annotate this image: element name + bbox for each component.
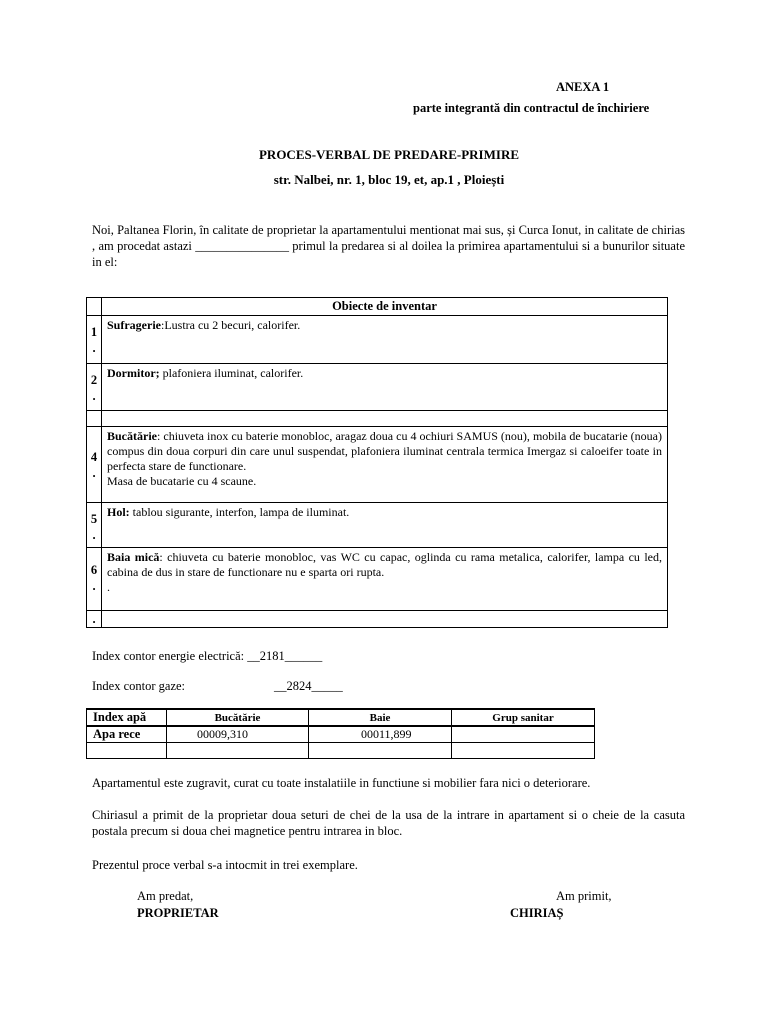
room-label: Sufragerie [107, 318, 161, 332]
document-title: PROCES-VERBAL DE PREDARE-PRIMIRE [258, 147, 520, 162]
water-header-kitchen: Bucătărie [167, 709, 309, 726]
room-label: Dormitor; [107, 366, 160, 380]
room-label: Baia mică [107, 550, 160, 564]
intro-paragraph: Noi, Paltanea Florin, în calitate de proprietar la apartamentului mentionat mai sus, și Curca Ionut, in calitate de chirias , am procedat astazi _______________ primul la predarea si al doilea la primirea apartamentului si a bunurilor situate in el: [92, 223, 685, 269]
gas-meter-label: Index contor gaze: [92, 679, 186, 693]
room-items: :Lustra cu 2 becuri, calorifer. [160, 318, 301, 332]
row-number: . [92, 612, 96, 626]
receipt-label: Am primit, [556, 889, 612, 903]
room-items: tablou sigurante, interfon, lampa de iluminat. [129, 505, 350, 519]
closing-paragraph-condition: Apartamentul este zugravit, curat cu toate instalatiile in functiune si mobilier fara nici o deteriorare. [92, 776, 591, 790]
water-empty-cell [309, 743, 452, 759]
row-number: 5 [90, 512, 98, 526]
gas-meter-value: __2824_____ [274, 679, 343, 693]
document-address: str. Nalbei, nr. 1, bloc 19, et, ap.1 , Ploiești [273, 172, 505, 187]
owner-role: PROPRIETAR [137, 906, 219, 920]
cold-water-bath: 00011,899 [309, 726, 452, 743]
inventory-row-empty [87, 411, 668, 427]
room-extra: Masa de bucatarie cu 4 scaune. [107, 474, 257, 488]
room-items: : chiuveta cu baterie monobloc, vas WC cu capac, oglinda cu rama metalica, calorifer, lampa cu led, cabina de dus in stare de functionare nu e sparta ori rupta. [107, 550, 662, 579]
row-number-dot: . [92, 528, 96, 542]
water-empty-cell [87, 743, 167, 759]
cold-water-label: Apa rece [87, 726, 167, 743]
annex-subtitle: parte integrantă din contractul de închiriere [413, 101, 650, 115]
inventory-table [86, 297, 668, 628]
water-header-index: Index apă [87, 709, 167, 726]
row-number-dot: . [92, 579, 96, 593]
cold-water-kitchen: 00009,310 [167, 726, 309, 743]
water-header-bath: Baie [309, 709, 452, 726]
inventory-row [87, 611, 668, 628]
inventory-row [87, 364, 668, 411]
row-number-dot: . [92, 389, 96, 403]
closing-paragraph-keys: Chiriasul a primit de la proprietar doua seturi de chei de la usa de la intrare in apartament si o cheie de la casuta postala precum si doua chei magnetice pentru intrarea in bloc. [92, 808, 685, 838]
inventory-header: Obiecte de inventar [102, 298, 668, 316]
row-number-dot: . [92, 466, 96, 480]
inventory-row [87, 548, 668, 611]
room-items: : chiuveta inox cu baterie monobloc, aragaz doua cu 4 ochiuri SAMUS (nou), mobila de bucatarie (noua) compus din doua corpuri din care unul suspendat, plafoniera iluminat centrala termica Imergaz si caloeifer toate in perfecta stare de functionare. [107, 429, 662, 473]
row-number: 4 [90, 450, 98, 464]
room-label: Hol: [107, 505, 130, 519]
water-empty-cell [167, 743, 309, 759]
annex-label: ANEXA 1 [556, 80, 610, 94]
tenant-role: CHIRIAȘ [510, 906, 564, 920]
inventory-header-num-cell [87, 298, 102, 316]
inventory-row [87, 427, 668, 503]
room-label: Bucătărie [107, 429, 157, 443]
cold-water-sanitary [452, 726, 595, 743]
water-empty-cell [452, 743, 595, 759]
closing-paragraph-copies: Prezentul proce verbal s-a intocmit in trei exemplare. [92, 858, 358, 872]
row-number: 1 [90, 325, 98, 339]
inventory-row [87, 316, 668, 364]
electric-meter-index: Index contor energie electrică: __2181______ [92, 649, 323, 663]
water-header-sanitary: Grup sanitar [452, 709, 595, 726]
row-number-dot: . [92, 341, 96, 355]
row-number: 6 [90, 563, 98, 577]
row-number: 2 [90, 373, 98, 387]
water-index-table [86, 708, 595, 759]
inventory-row [87, 503, 668, 548]
handover-label: Am predat, [137, 889, 194, 903]
room-extra: . [107, 580, 110, 594]
room-items: plafoniera iluminat, calorifer. [159, 366, 304, 380]
